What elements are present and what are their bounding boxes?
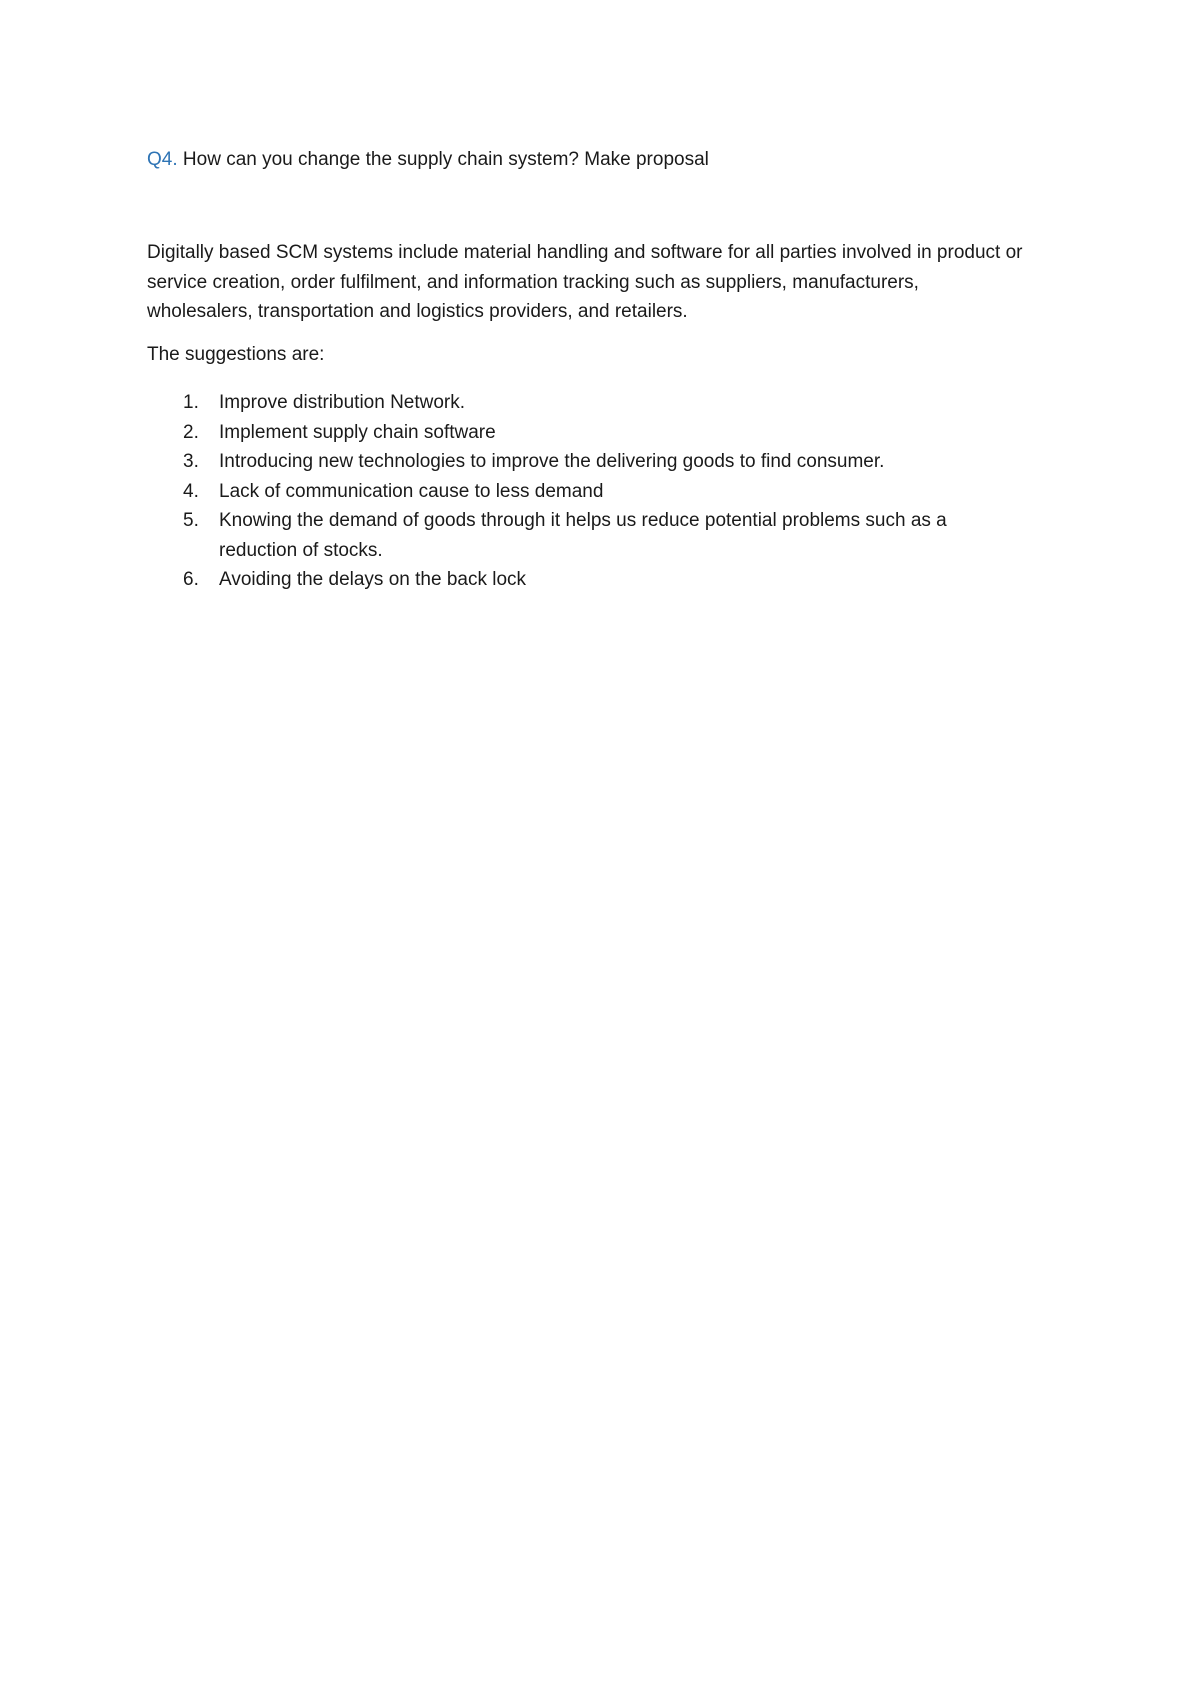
- list-item: [147, 447, 1027, 477]
- list-item-text: Improve distribution Network.: [219, 392, 466, 413]
- list-item-text: Avoiding the delays on the back lock: [219, 569, 527, 590]
- question-label: Q4.: [147, 149, 178, 170]
- question-line: [147, 146, 1047, 174]
- list-item-number: 6.: [183, 569, 199, 590]
- intro-paragraph: Digitally based SCM systems include material handling and software for all parties involved in product or service creation, order fulfilment, and information tracking such as suppliers, manufacturers, wholesalers, transportation and logistics providers, and retailers.: [147, 242, 1023, 322]
- list-item: [147, 506, 1027, 565]
- list-item-number: 1.: [183, 392, 199, 413]
- list-item: [147, 418, 1027, 448]
- list-item-number: 2.: [183, 421, 199, 443]
- list-item-number: 5.: [183, 510, 199, 531]
- list-item-text: Lack of communication cause to less demand: [219, 480, 604, 502]
- list-item-number: 4.: [183, 480, 199, 502]
- list-item-text: Knowing the demand of goods through it helps us reduce potential problems such as a reduction of stocks.: [219, 510, 947, 561]
- list-item-text: Introducing new technologies to improve the delivering goods to find consumer.: [219, 451, 885, 472]
- list-item: [147, 388, 1027, 418]
- list-item: [147, 477, 1027, 507]
- list-item-number: 3.: [183, 451, 199, 472]
- list-item-text: Implement supply chain software: [219, 421, 496, 443]
- question-text: How can you change the supply chain system? Make proposal: [182, 149, 709, 170]
- suggestions-heading: The suggestions are:: [147, 344, 325, 365]
- list-item: [147, 565, 1027, 595]
- suggestions-list: [147, 388, 1027, 595]
